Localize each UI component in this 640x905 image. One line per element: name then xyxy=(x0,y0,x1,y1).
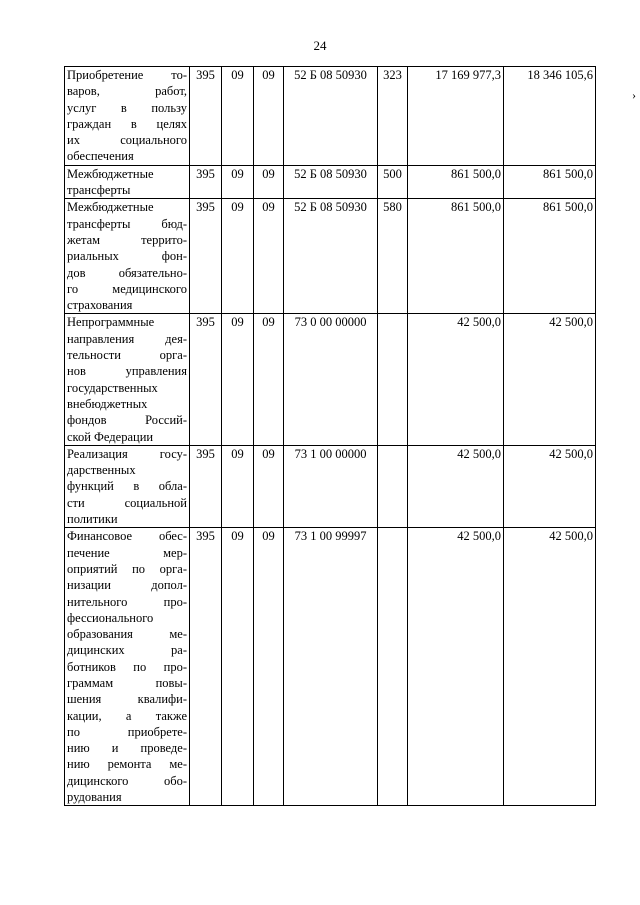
admin-code-cell: 395 xyxy=(190,165,222,199)
row-name-line: дицинского обо- xyxy=(67,773,187,788)
row-name-line: Непрограммные xyxy=(67,315,155,330)
row-name-line: тельности орга- xyxy=(67,348,187,363)
row-name-line: граждан в целях xyxy=(67,116,187,131)
row-name-line: шения квалифи- xyxy=(67,692,187,707)
row-name-line: услуг в пользу xyxy=(67,100,187,115)
row-name-line: дов обязательно- xyxy=(67,265,187,280)
row-name-line: жетам террито- xyxy=(67,232,187,247)
subsection-cell: 09 xyxy=(254,67,284,166)
row-name-line: Финансовое обес- xyxy=(67,529,187,544)
admin-code-cell: 395 xyxy=(190,199,222,314)
row-name-line: нию ремонта ме- xyxy=(67,757,187,772)
row-name-line: Реализация госу- xyxy=(67,446,187,461)
section-cell: 09 xyxy=(222,314,254,445)
admin-code-cell: 395 xyxy=(190,314,222,445)
row-name-line: образования ме- xyxy=(67,627,187,642)
amount-year1-cell: 42 500,0 xyxy=(408,528,504,806)
row-name-line: направления дея- xyxy=(67,331,187,346)
subsection-cell: 09 xyxy=(254,445,284,527)
amount-year2-cell: 18 346 105,6 xyxy=(504,67,596,166)
row-name-cell xyxy=(65,445,190,527)
subsection-cell: 09 xyxy=(254,528,284,806)
row-name-line: нов управления xyxy=(67,364,187,379)
target-article-cell: 52 Б 08 50930 xyxy=(284,165,378,199)
table-row xyxy=(65,199,596,314)
row-name-line: трансферты бюд- xyxy=(67,216,187,231)
row-name-line: трансферты xyxy=(67,183,131,198)
row-name-line: Приобретение то- xyxy=(67,68,187,82)
section-cell: 09 xyxy=(222,165,254,199)
row-name-cell xyxy=(65,67,190,166)
row-name-line: внебюджетных xyxy=(67,396,148,411)
table-row xyxy=(65,445,596,527)
row-name-line: политики xyxy=(67,512,118,527)
table-row xyxy=(65,165,596,199)
subsection-cell: 09 xyxy=(254,165,284,199)
row-name-line: низации допол- xyxy=(67,578,187,593)
amount-year1-cell: 861 500,0 xyxy=(408,165,504,199)
amount-year1-cell: 42 500,0 xyxy=(408,314,504,445)
row-name-line: фондов Россий- xyxy=(67,413,187,428)
section-cell: 09 xyxy=(222,445,254,527)
section-cell: 09 xyxy=(222,199,254,314)
row-name-line: государственных xyxy=(67,380,158,395)
row-name-line: граммам повы- xyxy=(67,675,187,690)
expense-type-cell: 580 xyxy=(378,199,408,314)
admin-code-cell: 395 xyxy=(190,445,222,527)
table-row xyxy=(65,528,596,806)
expense-type-cell: 323 xyxy=(378,67,408,166)
admin-code-cell: 395 xyxy=(190,67,222,166)
row-name-line: печение мер- xyxy=(67,545,187,560)
row-name-line: нию и проведе- xyxy=(67,741,187,756)
target-article-cell: 73 1 00 99997 xyxy=(284,528,378,806)
row-name-cell xyxy=(65,199,190,314)
row-name-cell xyxy=(65,314,190,445)
amount-year2-cell: 42 500,0 xyxy=(504,528,596,806)
row-name-line: Межбюджетные xyxy=(67,166,154,181)
row-name-line: фессионального xyxy=(67,610,154,625)
row-name-line: сти социальной xyxy=(67,495,187,510)
page-number: 24 xyxy=(313,38,327,53)
subsection-cell: 09 xyxy=(254,314,284,445)
row-name-line: по приобрете- xyxy=(67,724,187,739)
target-article-cell: 52 Б 08 50930 xyxy=(284,67,378,166)
row-name-line: страхования xyxy=(67,298,133,313)
row-name-line: варов, работ, xyxy=(67,84,187,99)
row-name-line: оприятий по орга- xyxy=(67,561,187,576)
target-article-cell: 52 Б 08 50930 xyxy=(284,199,378,314)
target-article-cell: 73 0 00 00000 xyxy=(284,314,378,445)
row-name-line: ской Федерации xyxy=(67,429,154,444)
expense-type-cell xyxy=(378,314,408,445)
table-body xyxy=(65,67,596,806)
row-name-line: рудования xyxy=(67,790,122,805)
table-row xyxy=(65,314,596,445)
table-row xyxy=(65,67,596,166)
section-cell: 09 xyxy=(222,67,254,166)
section-cell: 09 xyxy=(222,528,254,806)
row-name-line: функций в обла- xyxy=(67,479,187,494)
budget-table xyxy=(64,66,596,806)
amount-year1-cell: 42 500,0 xyxy=(408,445,504,527)
row-name-line: го медицинского xyxy=(67,281,187,296)
subsection-cell: 09 xyxy=(254,199,284,314)
row-name-line: обеспечения xyxy=(67,149,134,164)
expense-type-cell xyxy=(378,528,408,806)
expense-type-cell: 500 xyxy=(378,165,408,199)
row-name-line: кации, а также xyxy=(67,708,187,723)
row-name-line: дарственных xyxy=(67,463,136,478)
row-name-cell xyxy=(65,165,190,199)
amount-year2-cell: 42 500,0 xyxy=(504,314,596,445)
amount-year2-cell: 42 500,0 xyxy=(504,445,596,527)
target-article-cell: 73 1 00 00000 xyxy=(284,445,378,527)
row-name-line: Межбюджетные xyxy=(67,200,154,215)
expense-type-cell xyxy=(378,445,408,527)
amount-year2-cell: 861 500,0 xyxy=(504,165,596,199)
margin-mark: › xyxy=(632,88,636,102)
row-name-line: нительного про- xyxy=(67,594,187,609)
row-name-line: их социального xyxy=(67,133,187,148)
row-name-cell xyxy=(65,528,190,806)
amount-year1-cell: 861 500,0 xyxy=(408,199,504,314)
row-name-line: риальных фон- xyxy=(67,249,187,264)
amount-year2-cell: 861 500,0 xyxy=(504,199,596,314)
row-name-line: ботников по про- xyxy=(67,659,187,674)
row-name-line: дицинских ра- xyxy=(67,643,187,658)
admin-code-cell: 395 xyxy=(190,528,222,806)
amount-year1-cell: 17 169 977,3 xyxy=(408,67,504,166)
